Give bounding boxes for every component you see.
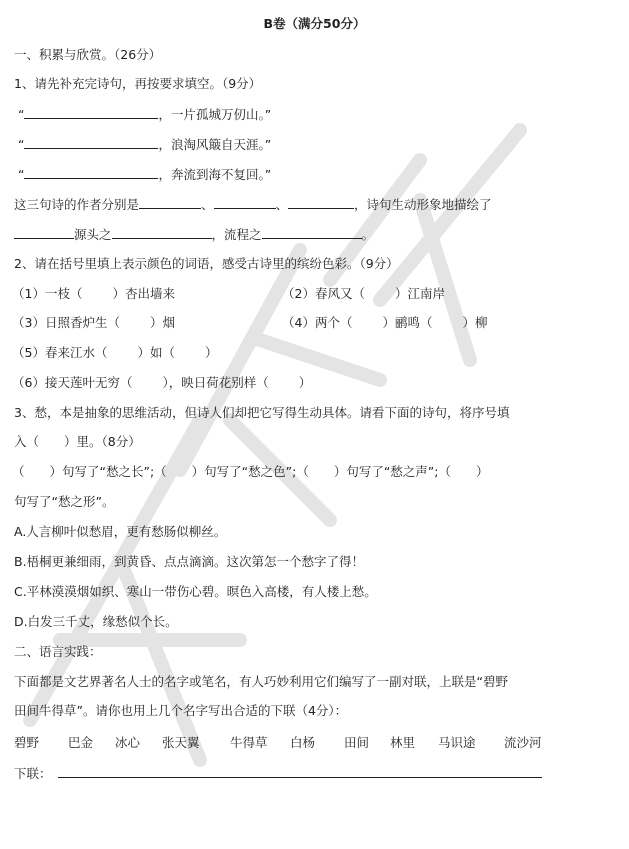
author-blank-3[interactable] [288, 196, 354, 209]
q2-item-5: （5）春来江水（ ）如（ ） [12, 345, 218, 360]
name-item: 田间 [344, 735, 370, 750]
name-item: 碧野 [14, 735, 40, 750]
answer-input[interactable] [58, 765, 542, 778]
q3-option-b: B.梧桐更兼细雨，到黄昏、点点滴滴。这次第怎一个愁字了得！ [14, 554, 365, 569]
q2-item-3: （3）日照香炉生（ ）烟 [12, 315, 175, 330]
name-item: 林里 [390, 735, 416, 750]
q3-prompt: 3、愁，本是抽象的思维活动，但诗人们却把它写得生动具体。请看下面的诗句，将序号填 [14, 405, 510, 420]
q2-item-2: （2）春风又（ ）江南岸 [282, 286, 445, 301]
name-item: 巴金 [68, 735, 94, 750]
poem-line-3: “ ，奔流到海不复回。” [18, 167, 272, 182]
poem-line-2: “ ，浪淘风簸自天涯。” [18, 137, 272, 152]
q2-item-1: （1）一枝（ ）杏出墙来 [12, 286, 175, 301]
answer-blank[interactable] [24, 106, 158, 119]
q2-prompt: 2、请在括号里填上表示颜色的词语，感受古诗里的缤纷色彩。（9分） [14, 256, 399, 271]
q2-item-4: （4）两个（ ）鹂鸣（ ）柳 [282, 315, 488, 330]
answer-line: 下联： [14, 765, 542, 782]
section1-heading: 一、积累与欣赏。（26分） [14, 47, 162, 62]
section2-text-cont: 田间牛得草”。请你也用上几个名字写出合适的下联（4分）： [14, 703, 348, 718]
author-blank-1[interactable] [139, 196, 201, 209]
q3-fill-line: （ ）句写了“愁之长”;（ ）句写了“愁之色”;（ ）句写了“愁之声”;（ ） [12, 464, 489, 479]
page-title: B卷（满分50分） [263, 16, 366, 31]
name-item: 流沙河 [504, 735, 542, 750]
q3-option-d: D.白发三千丈，缘愁似个长。 [14, 614, 178, 629]
q1-prompt: 1、请先补充完诗句，再按要求填空。（9分） [14, 76, 262, 91]
poem-line-1: “ ，一片孤城万仞山。” [18, 107, 272, 122]
name-item: 马识途 [438, 735, 476, 750]
q3-option-a: A.人言柳叶似愁眉，更有愁肠似柳丝。 [14, 524, 227, 539]
authors-line: 这三句诗的作者分别是 、 、 ，诗句生动形象地描绘了 [14, 197, 492, 212]
source-blank[interactable] [112, 226, 212, 239]
q3-fill-line-cont: 句写了“愁之形”。 [14, 494, 115, 509]
section2-heading: 二、语言实践： [14, 644, 102, 659]
flow-blank[interactable] [262, 226, 362, 239]
answer-blank[interactable] [24, 166, 158, 179]
author-blank-2[interactable] [214, 196, 276, 209]
name-item: 白杨 [290, 735, 316, 750]
q3-option-c: C.平林漠漠烟如织、寒山一带伤心碧。暝色入高楼，有人楼上愁。 [14, 584, 377, 599]
name-item: 牛得草 [230, 735, 268, 750]
name-item: 冰心 [115, 735, 141, 750]
description-line: 源头之 ，流程之 。 [14, 226, 374, 243]
answer-blank[interactable] [24, 136, 158, 149]
q3-prompt-cont: 入（ ）里。（8分） [14, 434, 141, 449]
answer-blank[interactable] [14, 226, 74, 239]
name-item: 张天翼 [162, 735, 200, 750]
q2-item-6: （6）接天莲叶无穷（ ），映日荷花别样（ ） [12, 375, 312, 390]
section2-text: 下面都是文艺界著名人士的名字或笔名，有人巧妙利用它们编写了一副对联，上联是“碧野 [14, 674, 508, 689]
